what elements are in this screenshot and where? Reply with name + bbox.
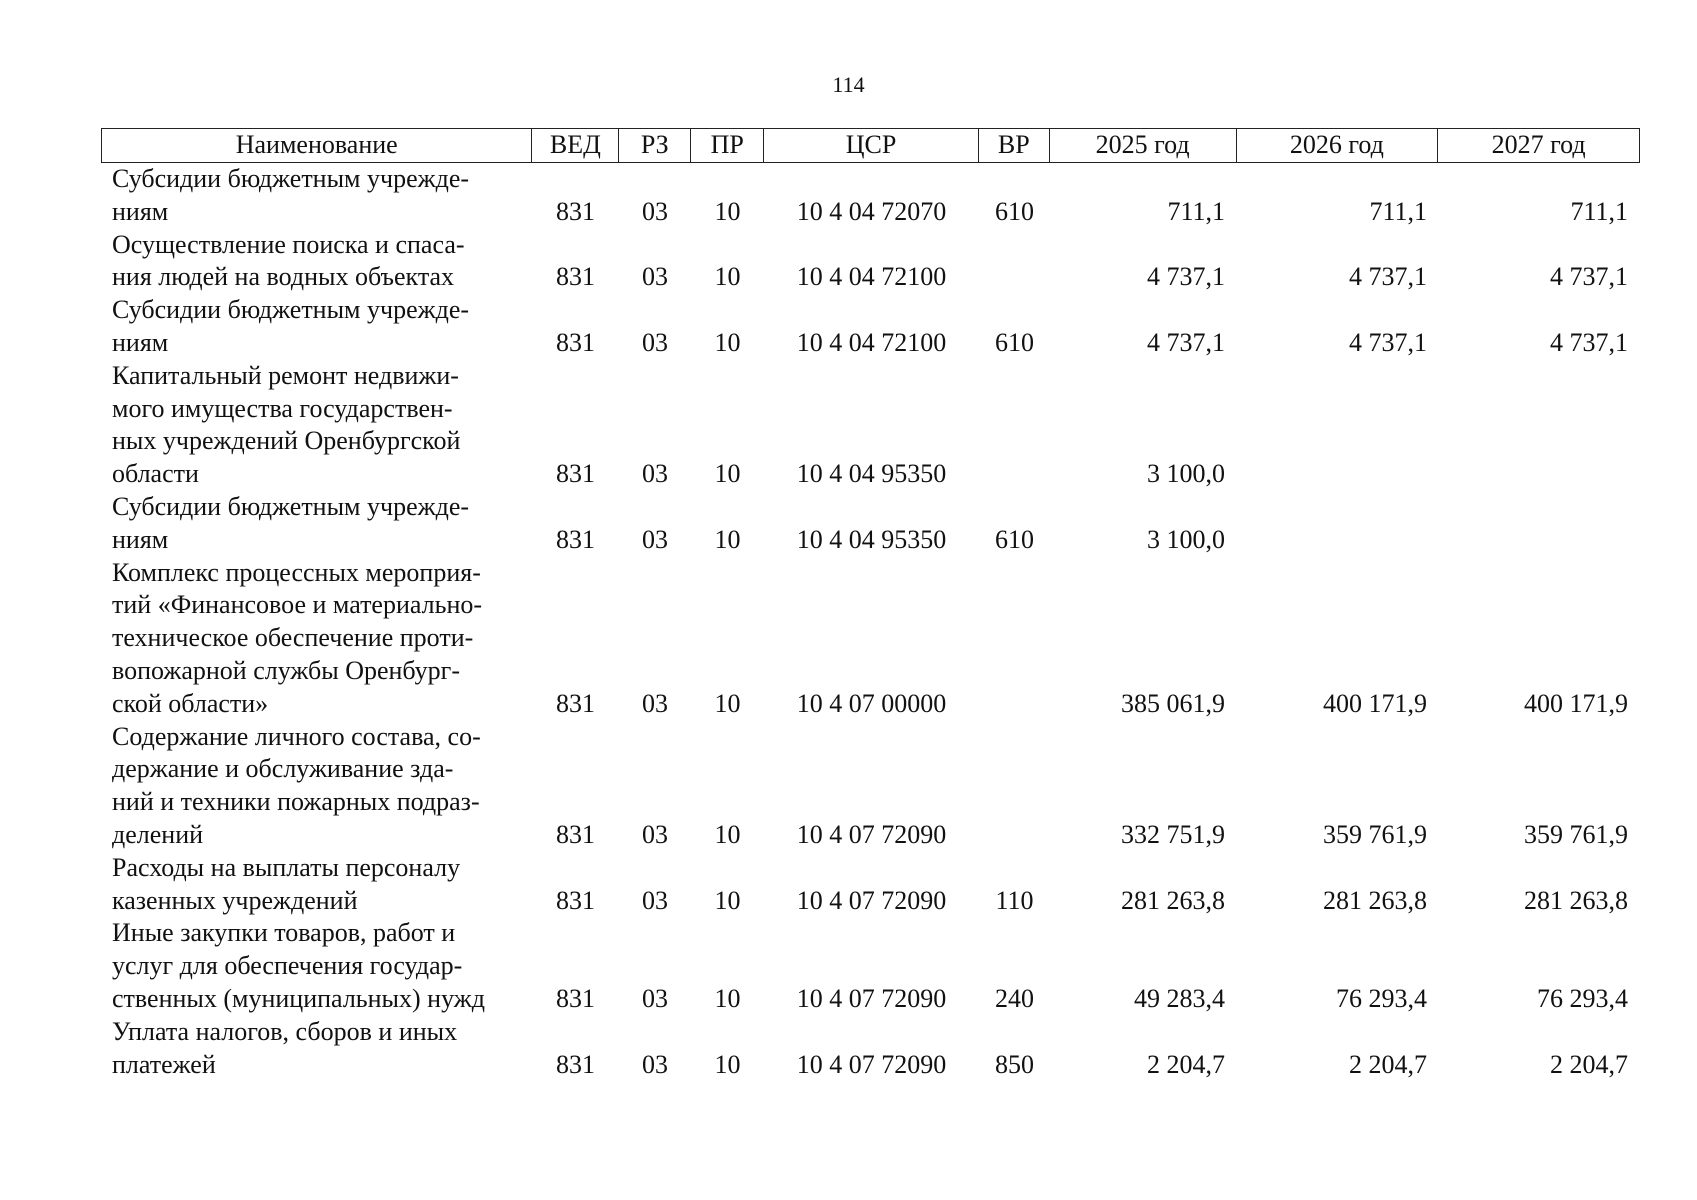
table-row: [101, 163, 1640, 229]
cell-2025: 711,1: [1167, 196, 1225, 226]
table-row: [101, 557, 1640, 721]
cell-2025: 2 204,7: [1147, 1049, 1225, 1079]
cell-csr: 10 4 04 72100: [796, 262, 947, 292]
cell-2025: 3 100,0: [1147, 524, 1225, 554]
table-row: [101, 852, 1640, 918]
cell-rz: 03: [642, 1049, 668, 1079]
cell-2025: 332 751,9: [1121, 819, 1225, 849]
cell-name: Уплата налогов, сборов и иных платежей: [112, 1016, 458, 1079]
cell-2027: 711,1: [1570, 196, 1628, 226]
cell-2026: 76 293,4: [1336, 983, 1427, 1013]
cell-ved: 831: [556, 196, 595, 226]
cell-2025: 385 061,9: [1121, 688, 1225, 718]
header-2027: 2027 год: [1491, 130, 1586, 159]
cell-rz: 03: [642, 262, 668, 292]
cell-name: Содержание личного состава, со- держание и обслуживание зда- ний и техники пожарных подраз- делений: [112, 721, 481, 849]
cell-2027: 4 737,1: [1550, 327, 1628, 357]
header-csr: ЦСР: [764, 129, 979, 162]
header-vr: ВР: [979, 129, 1050, 162]
cell-csr: 10 4 04 95350: [796, 524, 947, 554]
cell-2026: 359 761,9: [1323, 819, 1427, 849]
cell-rz: 03: [642, 688, 668, 718]
header-pr: ПР: [691, 129, 764, 162]
cell-ved: 831: [556, 819, 595, 849]
cell-rz: 03: [642, 819, 668, 849]
table-body: [101, 163, 1640, 1081]
cell-name: Расходы на выплаты персоналу казенных учреждений: [112, 852, 461, 915]
header-rz: РЗ: [619, 129, 691, 162]
header-2026: 2026 год: [1237, 129, 1439, 162]
cell-pr: 10: [714, 262, 741, 292]
cell-2025: 49 283,4: [1134, 983, 1225, 1013]
cell-2026: 2 204,7: [1349, 1049, 1427, 1079]
cell-ved: 831: [556, 262, 595, 292]
header-2025: 2025 год: [1050, 129, 1237, 162]
cell-2025: 4 737,1: [1147, 327, 1225, 357]
cell-ved: 831: [556, 885, 595, 915]
cell-pr: 10: [714, 885, 741, 915]
cell-2025: 281 263,8: [1121, 885, 1225, 915]
cell-vr: 610: [995, 196, 1034, 226]
cell-name: Осуществление поиска и спаса- ния людей на водных объектах: [112, 229, 465, 292]
cell-pr: 10: [714, 983, 741, 1013]
cell-vr: 240: [995, 983, 1034, 1013]
cell-ved: 831: [556, 459, 595, 489]
cell-2026: 711,1: [1369, 196, 1427, 226]
cell-pr: 10: [714, 196, 741, 226]
table-row: [101, 229, 1640, 295]
table-header: [101, 128, 1640, 163]
cell-name: Капитальный ремонт недвижи- мого имущества государствен- ных учреждений Оренбургской области: [112, 360, 461, 489]
cell-ved: 831: [556, 524, 595, 554]
table-row: [101, 1016, 1640, 1082]
cell-csr: 10 4 07 72090: [796, 983, 947, 1013]
cell-ved: 831: [556, 688, 595, 718]
cell-2027: 76 293,4: [1537, 983, 1628, 1013]
cell-vr: 850: [995, 1049, 1034, 1079]
table-row: [101, 360, 1640, 491]
header-name: Наименование: [102, 129, 532, 162]
cell-csr: 10 4 04 72070: [796, 196, 947, 226]
cell-csr: 10 4 04 72100: [796, 327, 947, 357]
cell-rz: 03: [642, 327, 668, 357]
cell-vr: 610: [995, 327, 1034, 357]
page-number: 114: [832, 72, 865, 97]
cell-2027: 359 761,9: [1524, 819, 1628, 849]
cell-rz: 03: [642, 983, 668, 1013]
cell-csr: 10 4 07 72090: [796, 1049, 947, 1079]
cell-ved: 831: [556, 327, 595, 357]
header-ved: ВЕД: [532, 129, 619, 162]
cell-csr: 10 4 04 95350: [796, 459, 947, 489]
table-row: [101, 294, 1640, 360]
cell-rz: 03: [642, 196, 668, 226]
cell-csr: 10 4 07 72090: [796, 819, 947, 849]
cell-pr: 10: [714, 327, 741, 357]
cell-csr: 10 4 07 00000: [796, 688, 947, 718]
cell-2026: 4 737,1: [1349, 262, 1427, 292]
cell-name: Субсидии бюджетным учрежде- ниям: [112, 491, 470, 554]
cell-rz: 03: [642, 885, 668, 915]
cell-rz: 03: [642, 524, 668, 554]
cell-pr: 10: [714, 688, 741, 718]
cell-2027: 400 171,9: [1524, 688, 1628, 718]
cell-2027: 4 737,1: [1550, 262, 1628, 292]
cell-name: Субсидии бюджетным учрежде- ниям: [112, 295, 470, 357]
cell-2025: 3 100,0: [1147, 459, 1225, 489]
cell-vr: 610: [995, 524, 1034, 554]
cell-rz: 03: [642, 459, 668, 489]
cell-name: Комплекс процессных мероприя- тий «Финансовое и материально- техническое обеспечение проти- вопожарной службы Оренбург- ской области»: [112, 557, 483, 718]
cell-pr: 10: [714, 524, 741, 554]
cell-2026: 400 171,9: [1323, 688, 1427, 718]
cell-pr: 10: [714, 459, 741, 489]
cell-2027: 281 263,8: [1524, 885, 1628, 915]
cell-2026: 281 263,8: [1323, 885, 1427, 915]
cell-vr: 110: [995, 885, 1034, 915]
cell-pr: 10: [714, 1049, 741, 1079]
cell-2027: 2 204,7: [1550, 1049, 1628, 1079]
table-row: [101, 721, 1640, 852]
cell-ved: 831: [556, 983, 595, 1013]
cell-ved: 831: [556, 1049, 595, 1079]
cell-name: Иные закупки товаров, работ и услуг для обеспечения государ- ственных (муниципальных) нужд: [112, 918, 485, 1013]
table-row: [101, 917, 1640, 1015]
cell-pr: 10: [714, 819, 741, 849]
cell-2025: 4 737,1: [1147, 262, 1225, 292]
cell-csr: 10 4 07 72090: [796, 885, 947, 915]
cell-2026: 4 737,1: [1349, 327, 1427, 357]
table-row: [101, 491, 1640, 557]
cell-name: Субсидии бюджетным учрежде- ниям: [112, 164, 470, 226]
